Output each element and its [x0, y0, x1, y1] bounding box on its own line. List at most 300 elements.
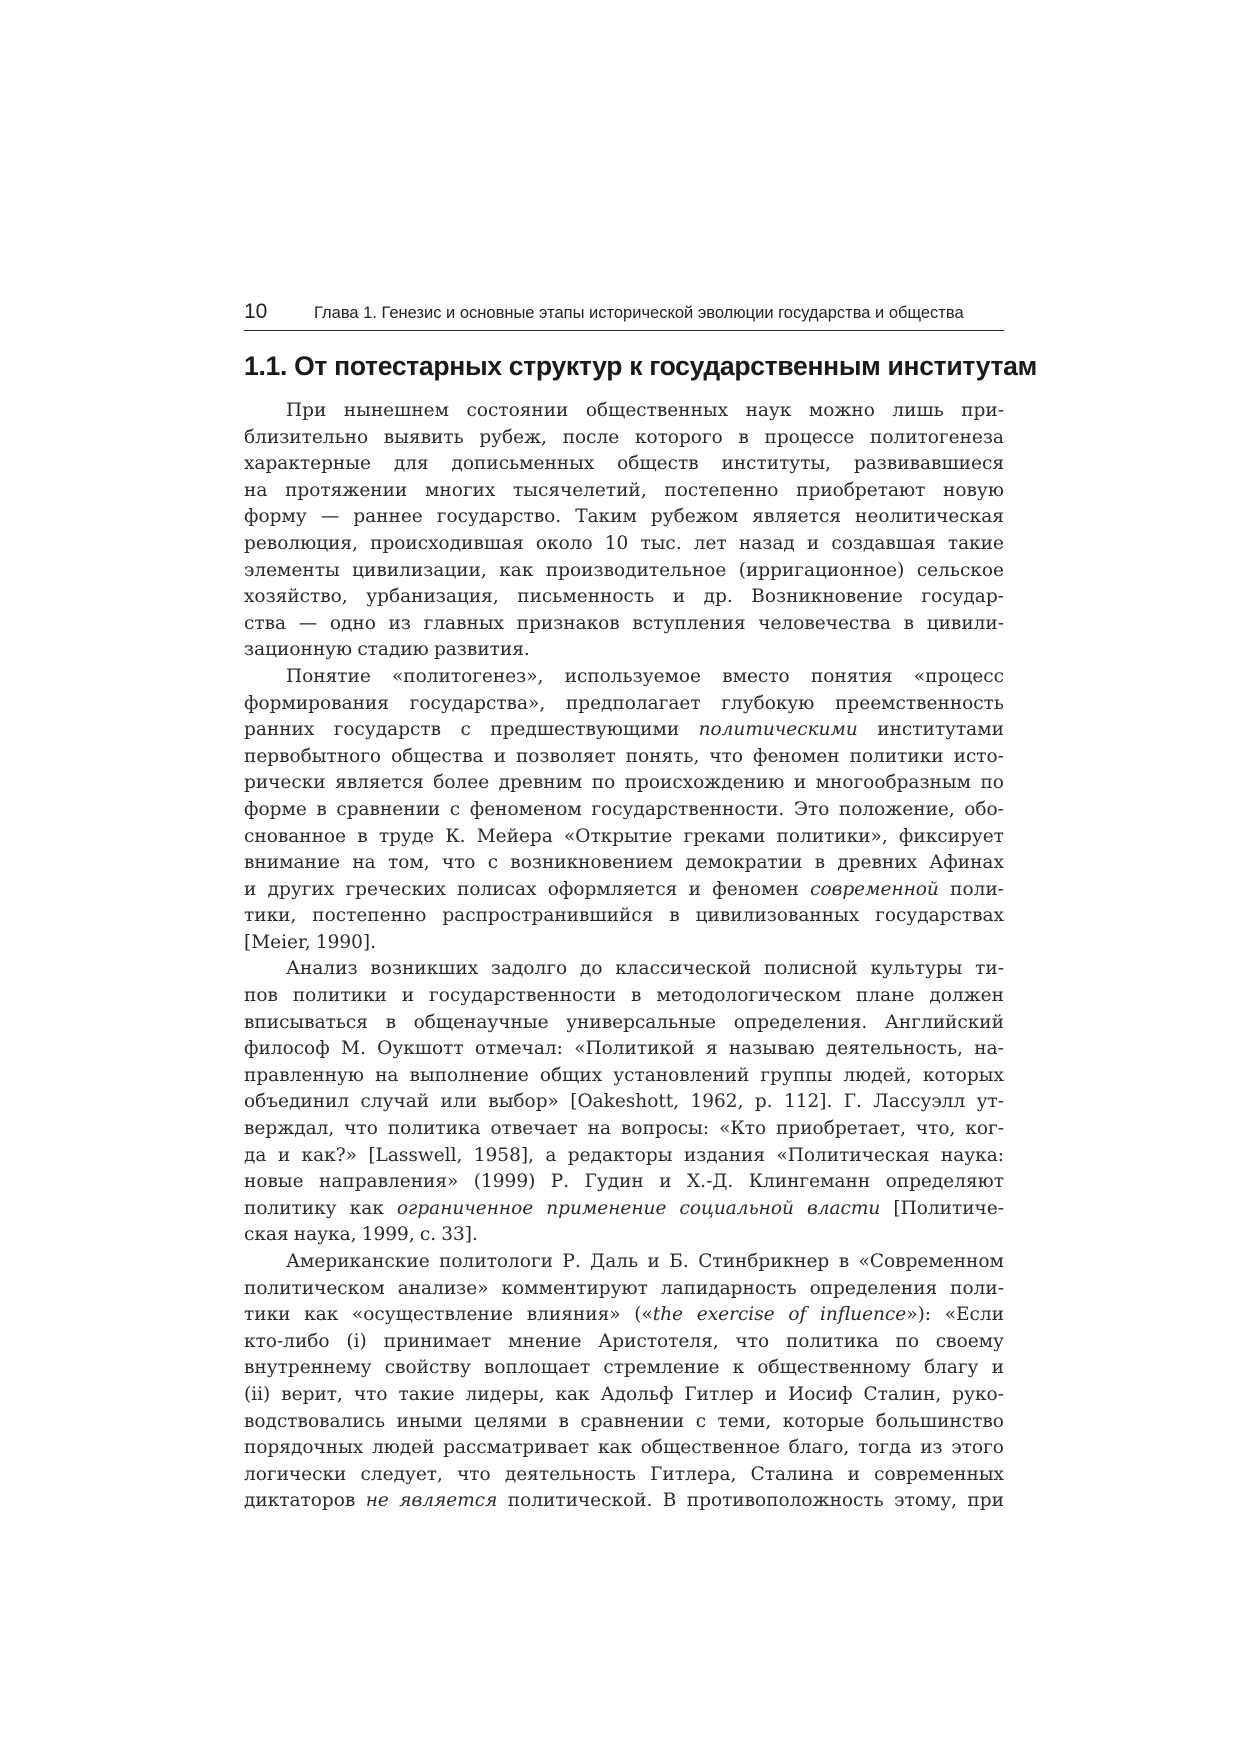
word: из [388, 612, 411, 634]
word: политики», [776, 825, 888, 847]
word: противоположность [686, 1490, 884, 1512]
word: и [277, 1144, 291, 1166]
word: верждал, [244, 1118, 335, 1140]
word: и [493, 745, 506, 767]
word: ти- [975, 958, 1004, 980]
word: политогенеза [869, 426, 1004, 448]
word: на [375, 1064, 399, 1086]
word: тики [244, 1304, 291, 1326]
word: по [895, 1330, 919, 1352]
text-line [244, 1409, 1004, 1436]
word: которые [782, 1410, 865, 1432]
word: тысячелетий, [513, 479, 647, 501]
word: как [499, 559, 534, 581]
word: наука, [293, 1224, 357, 1246]
word: внимание [244, 852, 341, 874]
word: Возникновение [751, 586, 903, 608]
word: 33]. [441, 1224, 478, 1246]
word: 1999, [361, 1224, 415, 1246]
word: принимает [383, 1330, 492, 1352]
word: и [793, 772, 807, 794]
word: цивили- [926, 612, 1004, 634]
word: Х.-Д. [687, 1171, 734, 1193]
word: позволяет [515, 745, 616, 767]
word: в [669, 905, 680, 927]
word: урбанизация, [366, 586, 499, 608]
word: снованное [244, 825, 347, 847]
text-line [244, 1036, 1004, 1063]
word: «Современном [858, 1251, 1004, 1272]
word: деятельность [504, 1463, 636, 1485]
word: и [401, 985, 415, 1007]
word: преемственность [835, 692, 1004, 714]
word: При [286, 400, 327, 421]
word: воплощает [484, 1357, 591, 1379]
word: политика [785, 1330, 879, 1352]
word: мнение [508, 1330, 582, 1352]
text-line [244, 1063, 1004, 1090]
word: что [344, 1118, 378, 1140]
word: общенаучные [413, 1011, 549, 1033]
text-line [244, 1302, 1004, 1329]
word: отмечал: [474, 1038, 563, 1060]
text-line [244, 956, 1004, 983]
word: на- [974, 1038, 1004, 1060]
paragraph [244, 956, 1004, 1249]
word: правленную [244, 1064, 364, 1086]
word: характерные [244, 453, 371, 475]
word: в [385, 1011, 396, 1033]
word: с [449, 798, 461, 820]
text-line [244, 1089, 1004, 1116]
word: форму [244, 506, 307, 528]
word: древних [837, 852, 918, 874]
word: руко- [952, 1383, 1004, 1405]
word: современной [810, 878, 939, 900]
word: универсальные [566, 1011, 717, 1033]
word: задолго [490, 958, 568, 980]
word: «осуществление [351, 1304, 514, 1326]
word: происхождению [624, 772, 785, 794]
word: как?» [301, 1144, 357, 1166]
word: должен [929, 985, 1004, 1007]
word: политологи [439, 1251, 553, 1272]
word: тогда [857, 1437, 912, 1459]
word: положение, [838, 798, 955, 820]
word: Аристотеля, [598, 1330, 719, 1352]
word: Гитлер [684, 1383, 754, 1405]
word: Американские [286, 1251, 430, 1272]
word: теми, [717, 1410, 772, 1432]
word: государ- [921, 586, 1004, 608]
word: «Если [944, 1304, 1004, 1326]
word: порядочных [244, 1437, 364, 1459]
word: в [316, 798, 327, 820]
word: в [838, 1251, 850, 1272]
word: Сталин, [863, 1383, 942, 1405]
word: определения. [733, 1011, 868, 1033]
word: по [980, 772, 1004, 794]
word: Клингеманн [748, 1171, 871, 1193]
word: или [440, 1091, 477, 1113]
word: общества [391, 745, 484, 767]
word: в [903, 612, 915, 634]
word: можно [808, 400, 875, 421]
text-line [244, 983, 1004, 1010]
word: М. [341, 1038, 366, 1060]
text-line [244, 425, 1004, 452]
word: плане [856, 985, 915, 1007]
word: людей [371, 1437, 435, 1459]
word: и [244, 878, 257, 900]
word: человечества [758, 612, 891, 634]
word: политика [387, 1118, 481, 1140]
word: целями [474, 1410, 548, 1432]
word: что [735, 1330, 770, 1352]
word: элементы [244, 559, 340, 581]
word: распространившийся [442, 905, 654, 927]
word: формирования [244, 692, 389, 714]
word: назад [738, 532, 795, 554]
word: при [967, 1490, 1004, 1512]
word: что [709, 745, 743, 767]
word: постепенно [312, 905, 427, 927]
word: деятельность, [825, 1038, 963, 1060]
word: [Политиче- [893, 1197, 1004, 1219]
word: такие [947, 532, 1004, 554]
page-number: 10 [244, 300, 268, 323]
word: обо- [964, 798, 1004, 820]
word: exercise [696, 1304, 775, 1326]
running-header [244, 300, 1004, 331]
word: ут- [976, 1091, 1004, 1113]
word: является [335, 772, 424, 794]
word: государства», [409, 692, 546, 714]
section-heading: 1.1. От потестарных структур к государственным институтам [244, 351, 1037, 381]
word: др. [703, 586, 733, 608]
word: общих [539, 1064, 603, 1086]
word: рически [244, 772, 326, 794]
word: Гитлера, [650, 1463, 737, 1485]
word: хозяйство, [244, 586, 348, 608]
text-line [244, 1329, 1004, 1356]
word: вопросы: [620, 1118, 710, 1140]
text-line [244, 877, 1004, 904]
word: Г. [843, 1091, 862, 1113]
word: of [788, 1304, 807, 1326]
word: (i) [346, 1330, 367, 1352]
word: Таким [575, 506, 637, 528]
word: кто-либо [244, 1330, 330, 1352]
word: политическими [698, 719, 858, 741]
word: Даль [590, 1251, 639, 1272]
word: в [814, 852, 826, 874]
word: которых [922, 1064, 1004, 1086]
word: p. [754, 1091, 773, 1113]
word: называю [728, 1038, 815, 1060]
word: направления» [319, 1171, 459, 1193]
word: «процесс [913, 665, 1004, 687]
word: общественное [640, 1437, 780, 1459]
text-line [244, 584, 1004, 611]
word: рубеж, [479, 426, 548, 448]
word: 1958], [473, 1144, 534, 1166]
word: вписываться [244, 1011, 368, 1033]
text-line [244, 398, 1004, 425]
word: с [460, 719, 471, 741]
word: лидеры, [465, 1383, 545, 1405]
word: лет [693, 532, 727, 554]
word: при- [961, 400, 1004, 421]
word: Мейера [476, 825, 553, 847]
word: демократии [685, 852, 803, 874]
word: и [847, 1463, 860, 1485]
word: Это [793, 798, 830, 820]
word: издания [683, 1144, 766, 1166]
word: государственности [429, 985, 617, 1007]
word: редакторы [567, 1144, 673, 1166]
word: комментируют [501, 1277, 648, 1299]
word: обществ [617, 453, 699, 475]
word: по [591, 772, 616, 794]
word: и [991, 1357, 1004, 1379]
word: многих [424, 479, 496, 501]
word: состоянии [466, 400, 569, 421]
word: государств [333, 719, 442, 741]
word: предполагает [565, 692, 701, 714]
word: выявить [383, 426, 464, 448]
word: — [320, 506, 340, 528]
word: ства [244, 612, 287, 634]
word: сельское [916, 559, 1004, 581]
text-line [244, 664, 1004, 691]
word: «Кто [719, 1118, 767, 1140]
word: около [535, 532, 593, 554]
word: возникновением [510, 852, 673, 874]
word: политики [849, 745, 944, 767]
word: в [357, 825, 368, 847]
text-line [244, 1382, 1004, 1409]
text-line [244, 1169, 1004, 1196]
word: в [738, 426, 749, 448]
text-line [244, 1276, 1004, 1303]
word: этому, [894, 1490, 957, 1512]
word: исто- [953, 745, 1004, 767]
word: в [558, 1410, 569, 1432]
word: происходившая [370, 532, 524, 554]
word: революция, [244, 532, 358, 554]
word: общественному [757, 1357, 911, 1379]
word: с [487, 852, 499, 874]
word: греческих [345, 878, 446, 900]
text-line [244, 850, 1004, 877]
word: («the [634, 1304, 684, 1326]
text-line [244, 770, 1004, 797]
word: стремление [603, 1357, 720, 1379]
text-line [244, 903, 1004, 930]
word: тики, [244, 905, 297, 927]
word: с. [419, 1224, 437, 1246]
word: 10 [604, 532, 629, 554]
word: и [764, 1383, 778, 1405]
word: как [597, 1437, 633, 1459]
word: что, [915, 1118, 956, 1140]
word: иными [396, 1410, 463, 1432]
word: не [365, 1490, 389, 1512]
word: В [662, 1490, 677, 1512]
word: ранних [244, 719, 315, 741]
text-line [244, 558, 1004, 585]
word: государство. [436, 506, 562, 528]
word: с [695, 1410, 707, 1432]
word: в [630, 985, 642, 1007]
word: сравнении [336, 798, 441, 820]
word: ская [244, 1224, 289, 1246]
word: письменность [517, 586, 655, 608]
word: [Oakeshott, [570, 1091, 680, 1113]
word: первобытного [244, 745, 382, 767]
word: феномен [752, 745, 840, 767]
word: является [399, 1490, 498, 1512]
word: Лассуэлл [873, 1091, 966, 1113]
word: «Открытие [563, 825, 673, 847]
word: постепенно [664, 479, 779, 501]
word: [Lasswell, [368, 1144, 463, 1166]
text-line [244, 1196, 1004, 1223]
word: институты, [721, 453, 832, 475]
word: на [244, 479, 268, 501]
word: такие [398, 1383, 455, 1405]
word: «Политическая [776, 1144, 930, 1166]
word: и [688, 878, 701, 900]
word: отвечает [490, 1118, 578, 1140]
word: приобретает, [776, 1118, 906, 1140]
word: Оукшотт [377, 1038, 464, 1060]
word: понятия [810, 665, 893, 687]
word: феноменом [469, 798, 582, 820]
text-line [244, 717, 1004, 744]
word: большинство [875, 1410, 1004, 1432]
text-line [244, 1143, 1004, 1170]
word: к [732, 1357, 745, 1379]
word: для [393, 453, 429, 475]
text-line [244, 744, 1004, 771]
text-line [244, 930, 1004, 957]
word: следует, [360, 1463, 443, 1485]
word: полисной [763, 958, 858, 980]
word: Гудин [584, 1171, 644, 1193]
word: этого [951, 1437, 1004, 1459]
word: я [705, 1038, 718, 1060]
word: применение [546, 1197, 667, 1219]
word: труде [378, 825, 435, 847]
word: полисах [457, 878, 537, 900]
word: Р. [562, 1251, 581, 1272]
word: цивилизации, [352, 559, 487, 581]
word: Иосиф [788, 1383, 853, 1405]
word: других [267, 878, 335, 900]
word: благу [923, 1357, 979, 1379]
word: Р. [550, 1171, 570, 1193]
word: диктаторов [244, 1490, 356, 1512]
word: стадию [357, 639, 429, 661]
word: рассматривает [443, 1437, 590, 1459]
word: до [579, 958, 603, 980]
word: развития. [433, 639, 530, 661]
word: нынешнем [343, 400, 449, 421]
word: том, [387, 852, 430, 874]
word: как [349, 1197, 384, 1219]
word: греками [683, 825, 766, 847]
text-line [244, 1488, 1004, 1515]
word: цивилизованных [695, 905, 860, 927]
word: институтами [877, 719, 1004, 741]
word: Адольф [600, 1383, 674, 1405]
word: и [672, 586, 686, 608]
text-line [244, 504, 1004, 531]
text-line [244, 611, 1004, 638]
word: свойству [384, 1357, 471, 1379]
word: используемое [564, 665, 702, 687]
word: оформляется [547, 878, 678, 900]
word: новую [943, 479, 1004, 501]
word: — [298, 612, 318, 634]
word: создавшая [831, 532, 936, 554]
word: политику [244, 1197, 337, 1219]
word: объединил [244, 1091, 350, 1113]
word: людей, [843, 1064, 912, 1086]
text-line [244, 1222, 1004, 1249]
word: выбор» [488, 1091, 559, 1113]
word: 1990]. [315, 931, 377, 953]
word: политики [292, 985, 387, 1007]
word: пов [244, 985, 278, 1007]
word: лапидарность [660, 1277, 797, 1299]
word: приобретают [796, 479, 926, 501]
word: определяют [885, 1171, 1004, 1193]
word: возникших [370, 958, 479, 980]
word: [Meier, [244, 931, 311, 953]
word: «Политикой [574, 1038, 695, 1060]
word: глубокую [721, 692, 815, 714]
word: рубежом [650, 506, 739, 528]
word: новые [244, 1171, 304, 1193]
word: главных [423, 612, 504, 634]
word: (ii) [244, 1383, 271, 1405]
word: которого [634, 426, 723, 448]
text-line [244, 824, 1004, 851]
word: К. [445, 825, 466, 847]
word: а [545, 1144, 557, 1166]
word: поли- [950, 878, 1004, 900]
word: 1962, [690, 1091, 744, 1113]
word: внутреннему [244, 1357, 372, 1379]
word: вступления [632, 612, 746, 634]
word: общественных [585, 400, 729, 421]
word: Афинах [929, 852, 1004, 874]
word: Сталина [750, 1463, 834, 1485]
word: да [244, 1144, 267, 1166]
word: тыс. [640, 532, 682, 554]
text-line [244, 451, 1004, 478]
word: признаков [516, 612, 620, 634]
word: культуры [870, 958, 963, 980]
word: после [562, 426, 620, 448]
word: форме [244, 798, 307, 820]
word: сравнении [580, 1410, 685, 1432]
word: influence»): [819, 1304, 932, 1326]
word: власти [806, 1197, 881, 1219]
